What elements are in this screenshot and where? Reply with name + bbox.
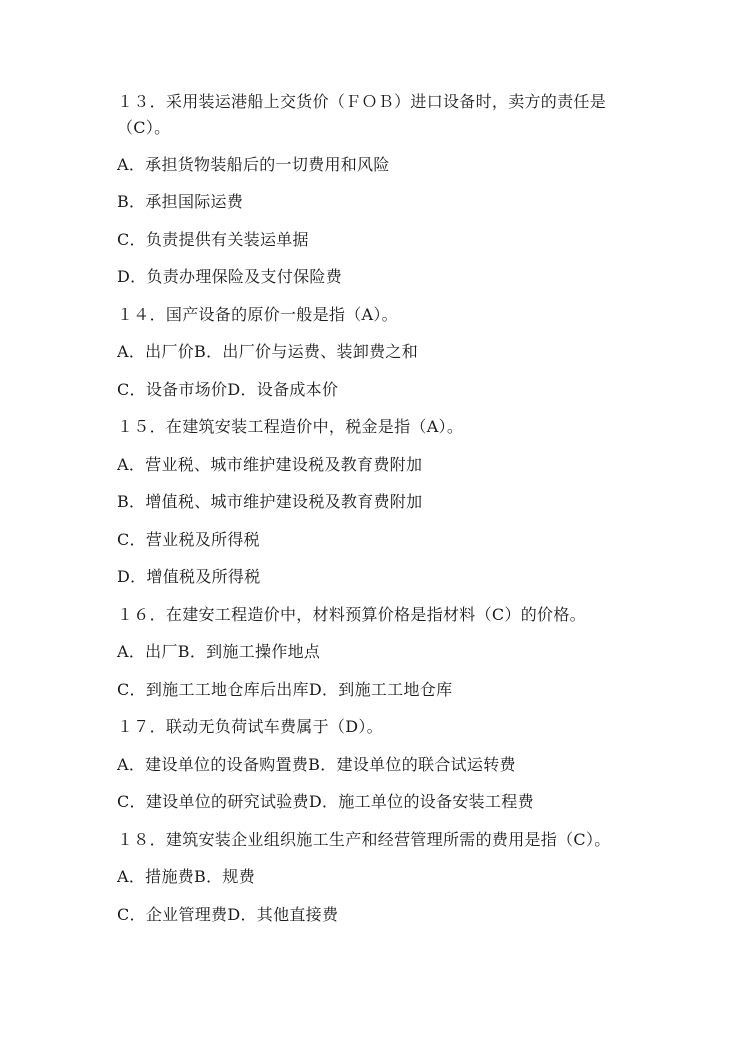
question-13-option-c: C．负责提供有关装运单据	[117, 230, 309, 249]
question-17-options-cd: C．建设单位的研究试验费D．施工单位的设备安装工程费	[117, 792, 534, 811]
question-15-option-d: D．增值税及所得税	[117, 567, 261, 586]
question-18-options-ab: A．措施费B．规费	[117, 867, 256, 886]
question-13-stem: １３．采用装运港船上交货价（ＦＯＢ）进口设备时，卖方的责任是	[117, 92, 607, 111]
question-18-stem: １８．建筑安装企业组织施工生产和经营管理所需的费用是指（C）。	[117, 830, 611, 849]
question-13-option-d: D．负责办理保险及支付保险费	[117, 267, 343, 286]
question-17-options-ab: A．建设单位的设备购置费B．建设单位的联合试运转费	[117, 755, 516, 774]
question-18-options-cd: C．企业管理费D．其他直接费	[117, 905, 339, 924]
question-15-option-c: C．营业税及所得税	[117, 530, 260, 549]
question-13-option-b: B．承担国际运费	[117, 192, 244, 211]
question-15-option-a: A．营业税、城市维护建设税及教育费附加	[117, 455, 423, 474]
question-13-option-a: A．承担货物装船后的一切费用和风险	[117, 155, 390, 174]
question-13-answer: （C）。	[117, 118, 171, 137]
question-16-stem: １６．在建安工程造价中，材料预算价格是指材料（C）的价格。	[117, 605, 586, 624]
question-16-options-ab: A．出厂B．到施工操作地点	[117, 642, 321, 661]
question-14-stem: １４．国产设备的原价一般是指（A）。	[117, 305, 398, 324]
question-15-option-b: B．增值税、城市维护建设税及教育费附加	[117, 492, 423, 511]
question-16-options-cd: C．到施工工地仓库后出库D．到施工工地仓库	[117, 680, 453, 699]
question-15-stem: １５．在建筑安装工程造价中，税金是指（A）。	[117, 417, 464, 436]
question-14-options-cd: C．设备市场价D．设备成本价	[117, 380, 339, 399]
question-14-options-ab: A．出厂价B．出厂价与运费、装卸费之和	[117, 342, 419, 361]
question-17-stem: １７．联动无负荷试车费属于（D）。	[117, 717, 383, 736]
